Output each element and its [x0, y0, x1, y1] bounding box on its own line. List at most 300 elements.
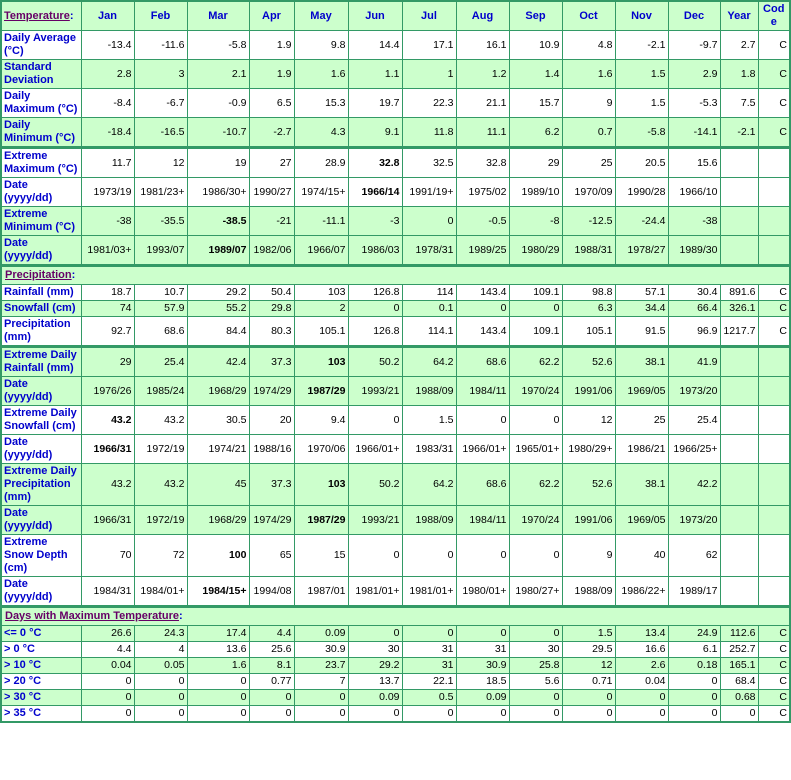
value-cell: 0 — [348, 535, 402, 577]
value-cell: 0 — [668, 674, 720, 690]
value-cell: 27 — [249, 148, 294, 178]
value-cell: 1970/24 — [509, 377, 562, 406]
value-cell: 4.4 — [81, 642, 134, 658]
value-cell: 84.4 — [187, 317, 249, 347]
value-cell: 1.8 — [720, 60, 758, 89]
row-label: Date (yyyy/dd) — [1, 506, 81, 535]
value-cell — [720, 236, 758, 266]
table-row — [1, 118, 790, 148]
value-cell: 1966/07 — [294, 236, 348, 266]
value-cell: 1984/31 — [81, 577, 134, 607]
value-cell: 9.8 — [294, 31, 348, 60]
value-cell: 1988/09 — [402, 377, 456, 406]
value-cell: 1972/19 — [134, 506, 187, 535]
value-cell — [720, 406, 758, 435]
column-header-sep: Sep — [509, 1, 562, 31]
value-cell: 65 — [249, 535, 294, 577]
value-cell — [720, 577, 758, 607]
value-cell: 105.1 — [562, 317, 615, 347]
value-cell: 1976/26 — [81, 377, 134, 406]
value-cell: 12 — [134, 148, 187, 178]
value-cell: 14.4 — [348, 31, 402, 60]
value-cell: 2 — [294, 301, 348, 317]
value-cell: 1965/01+ — [509, 435, 562, 464]
value-cell: 25 — [562, 148, 615, 178]
value-cell: -21 — [249, 207, 294, 236]
value-cell: 45 — [187, 464, 249, 506]
row-label: Daily Average (°C) — [1, 31, 81, 60]
column-header-nov: Nov — [615, 1, 668, 31]
value-cell: 41.9 — [668, 347, 720, 377]
value-cell: 50.2 — [348, 347, 402, 377]
table-row — [1, 435, 790, 464]
value-cell: 1975/02 — [456, 178, 509, 207]
value-cell: -11.1 — [294, 207, 348, 236]
value-cell: 2.9 — [668, 60, 720, 89]
value-cell: 1972/19 — [134, 435, 187, 464]
table-row — [1, 626, 790, 642]
code-cell — [758, 347, 790, 377]
value-cell: 29 — [81, 347, 134, 377]
value-cell: 96.9 — [668, 317, 720, 347]
value-cell: 2.8 — [81, 60, 134, 89]
value-cell: -2.7 — [249, 118, 294, 148]
value-cell: 1993/21 — [348, 506, 402, 535]
value-cell: 1.6 — [294, 60, 348, 89]
section-header-row — [1, 1, 790, 31]
section-link[interactable]: Precipitation — [5, 269, 72, 281]
value-cell: 30.9 — [294, 642, 348, 658]
value-cell: 31 — [456, 642, 509, 658]
value-cell: 2.7 — [720, 31, 758, 60]
code-cell: C — [758, 690, 790, 706]
row-label: Extreme Daily Precipitation (mm) — [1, 464, 81, 506]
value-cell: 12 — [562, 406, 615, 435]
value-cell: 29.2 — [187, 285, 249, 301]
value-cell: 1989/25 — [456, 236, 509, 266]
value-cell: 143.4 — [456, 285, 509, 301]
value-cell: 43.2 — [81, 464, 134, 506]
value-cell: 1.9 — [249, 60, 294, 89]
value-cell: 0 — [249, 690, 294, 706]
value-cell: 0 — [509, 406, 562, 435]
value-cell: 16.1 — [456, 31, 509, 60]
value-cell: -18.4 — [81, 118, 134, 148]
value-cell: 0.18 — [668, 658, 720, 674]
value-cell: 6.5 — [249, 89, 294, 118]
value-cell: 68.4 — [720, 674, 758, 690]
value-cell: 5.6 — [509, 674, 562, 690]
value-cell: 1987/29 — [294, 506, 348, 535]
value-cell: 29 — [509, 148, 562, 178]
value-cell: 68.6 — [456, 464, 509, 506]
value-cell: 0.04 — [615, 674, 668, 690]
value-cell: 0.5 — [402, 690, 456, 706]
value-cell: 1991/19+ — [402, 178, 456, 207]
row-label: Extreme Daily Snowfall (cm) — [1, 406, 81, 435]
value-cell: 1 — [402, 60, 456, 89]
value-cell: 16.6 — [615, 642, 668, 658]
row-label: Date (yyyy/dd) — [1, 178, 81, 207]
value-cell: 32.5 — [402, 148, 456, 178]
code-cell: C — [758, 658, 790, 674]
value-cell: 30 — [509, 642, 562, 658]
value-cell: 11.8 — [402, 118, 456, 148]
value-cell: 3 — [134, 60, 187, 89]
value-cell: 80.3 — [249, 317, 294, 347]
value-cell: 22.1 — [402, 674, 456, 690]
value-cell: 38.1 — [615, 464, 668, 506]
value-cell: 18.5 — [456, 674, 509, 690]
code-cell — [758, 377, 790, 406]
value-cell: 1974/15+ — [294, 178, 348, 207]
value-cell: -2.1 — [720, 118, 758, 148]
value-cell: 1987/01 — [294, 577, 348, 607]
value-cell: 98.8 — [562, 285, 615, 301]
value-cell: -6.7 — [134, 89, 187, 118]
value-cell: -35.5 — [134, 207, 187, 236]
value-cell: 1980/29 — [509, 236, 562, 266]
section-title-cell — [1, 266, 790, 285]
value-cell: 30 — [348, 642, 402, 658]
value-cell: 0 — [615, 706, 668, 723]
value-cell: 10.7 — [134, 285, 187, 301]
value-cell: 0 — [402, 626, 456, 642]
value-cell: 1969/05 — [615, 377, 668, 406]
value-cell: 1.6 — [562, 60, 615, 89]
table-row — [1, 301, 790, 317]
value-cell: 0.1 — [402, 301, 456, 317]
value-cell: 6.2 — [509, 118, 562, 148]
section-link[interactable]: Days with Maximum Temperature — [5, 610, 180, 622]
value-cell: 1966/01+ — [348, 435, 402, 464]
code-cell: C — [758, 317, 790, 347]
value-cell: 1980/27+ — [509, 577, 562, 607]
value-cell: 15 — [294, 535, 348, 577]
value-cell: 1986/30+ — [187, 178, 249, 207]
value-cell: 50.2 — [348, 464, 402, 506]
value-cell: 0 — [294, 690, 348, 706]
value-cell: 91.5 — [615, 317, 668, 347]
row-label: Extreme Daily Rainfall (mm) — [1, 347, 81, 377]
value-cell: 0 — [249, 706, 294, 723]
value-cell: 1982/06 — [249, 236, 294, 266]
value-cell: 0.7 — [562, 118, 615, 148]
value-cell: 0.77 — [249, 674, 294, 690]
value-cell: 17.1 — [402, 31, 456, 60]
value-cell: 20 — [249, 406, 294, 435]
value-cell: 57.9 — [134, 301, 187, 317]
value-cell: -24.4 — [615, 207, 668, 236]
value-cell: 1984/15+ — [187, 577, 249, 607]
value-cell: 1989/10 — [509, 178, 562, 207]
value-cell: 1.5 — [615, 60, 668, 89]
row-label: Daily Minimum (°C) — [1, 118, 81, 148]
value-cell: 21.1 — [456, 89, 509, 118]
value-cell: 0 — [456, 301, 509, 317]
code-cell: C — [758, 285, 790, 301]
value-cell: 15.3 — [294, 89, 348, 118]
code-cell — [758, 535, 790, 577]
row-label: Extreme Snow Depth (cm) — [1, 535, 81, 577]
value-cell: 1984/11 — [456, 506, 509, 535]
column-header-jan: Jan — [81, 1, 134, 31]
value-cell: 0 — [348, 626, 402, 642]
value-cell: -0.9 — [187, 89, 249, 118]
value-cell: 126.8 — [348, 317, 402, 347]
value-cell: 25.8 — [509, 658, 562, 674]
value-cell: 9.1 — [348, 118, 402, 148]
value-cell: 0 — [187, 706, 249, 723]
value-cell: 0 — [720, 706, 758, 723]
table-row — [1, 207, 790, 236]
value-cell: 1986/22+ — [615, 577, 668, 607]
value-cell: 25.4 — [668, 406, 720, 435]
table-row — [1, 236, 790, 266]
code-cell: C — [758, 706, 790, 723]
code-cell — [758, 506, 790, 535]
value-cell: 1988/09 — [402, 506, 456, 535]
code-cell: C — [758, 301, 790, 317]
value-cell: 1970/24 — [509, 506, 562, 535]
code-cell — [758, 464, 790, 506]
value-cell: 1.1 — [348, 60, 402, 89]
value-cell: 30.9 — [456, 658, 509, 674]
value-cell: 29.5 — [562, 642, 615, 658]
value-cell: 0 — [509, 706, 562, 723]
value-cell: 8.1 — [249, 658, 294, 674]
code-cell: C — [758, 89, 790, 118]
value-cell: 1988/31 — [562, 236, 615, 266]
value-cell: 9 — [562, 535, 615, 577]
row-label: <= 0 °C — [1, 626, 81, 642]
row-label: Precipitation (mm) — [1, 317, 81, 347]
value-cell: 1974/29 — [249, 506, 294, 535]
value-cell: 37.3 — [249, 464, 294, 506]
section-link[interactable]: Temperature — [4, 9, 70, 22]
table-row — [1, 285, 790, 301]
value-cell — [720, 377, 758, 406]
value-cell: 52.6 — [562, 347, 615, 377]
value-cell: 1966/01+ — [456, 435, 509, 464]
code-cell: C — [758, 642, 790, 658]
column-header-oct: Oct — [562, 1, 615, 31]
value-cell: 1990/27 — [249, 178, 294, 207]
value-cell: 43.2 — [134, 464, 187, 506]
value-cell: 62.2 — [509, 464, 562, 506]
table-row — [1, 642, 790, 658]
value-cell: 10.9 — [509, 31, 562, 60]
code-cell: C — [758, 674, 790, 690]
value-cell: 38.1 — [615, 347, 668, 377]
value-cell: 1981/03+ — [81, 236, 134, 266]
code-cell: C — [758, 626, 790, 642]
value-cell: 70 — [81, 535, 134, 577]
value-cell: 1970/09 — [562, 178, 615, 207]
value-cell: 0 — [615, 690, 668, 706]
row-label: Date (yyyy/dd) — [1, 435, 81, 464]
value-cell: 0 — [294, 706, 348, 723]
value-cell — [720, 435, 758, 464]
value-cell: 64.2 — [402, 347, 456, 377]
value-cell: -0.5 — [456, 207, 509, 236]
value-cell: 4.8 — [562, 31, 615, 60]
value-cell — [720, 178, 758, 207]
value-cell: 25.4 — [134, 347, 187, 377]
row-label: Rainfall (mm) — [1, 285, 81, 301]
value-cell: 74 — [81, 301, 134, 317]
column-header-apr: Apr — [249, 1, 294, 31]
value-cell — [720, 535, 758, 577]
value-cell: 1973/19 — [81, 178, 134, 207]
value-cell: 25 — [615, 406, 668, 435]
value-cell: 62.2 — [509, 347, 562, 377]
value-cell: 0 — [348, 301, 402, 317]
value-cell: 1966/25+ — [668, 435, 720, 464]
value-cell: 24.9 — [668, 626, 720, 642]
row-label: > 35 °C — [1, 706, 81, 723]
value-cell: 1980/01+ — [456, 577, 509, 607]
value-cell: 55.2 — [187, 301, 249, 317]
value-cell: 0 — [509, 535, 562, 577]
value-cell: 0 — [402, 706, 456, 723]
table-row — [1, 464, 790, 506]
value-cell: 30.4 — [668, 285, 720, 301]
value-cell: 2.6 — [615, 658, 668, 674]
row-label: > 0 °C — [1, 642, 81, 658]
value-cell: 2.1 — [187, 60, 249, 89]
value-cell: 0 — [509, 690, 562, 706]
value-cell: -38 — [668, 207, 720, 236]
value-cell: 1966/31 — [81, 506, 134, 535]
value-cell: 17.4 — [187, 626, 249, 642]
value-cell: 1990/28 — [615, 178, 668, 207]
row-label: Date (yyyy/dd) — [1, 377, 81, 406]
column-header-feb: Feb — [134, 1, 187, 31]
value-cell: 0 — [456, 706, 509, 723]
code-cell — [758, 207, 790, 236]
value-cell: 7.5 — [720, 89, 758, 118]
value-cell: 1.6 — [187, 658, 249, 674]
value-cell: 0 — [81, 690, 134, 706]
value-cell: 9 — [562, 89, 615, 118]
value-cell: 0 — [668, 690, 720, 706]
value-cell: 92.7 — [81, 317, 134, 347]
value-cell: 15.6 — [668, 148, 720, 178]
value-cell: 1.4 — [509, 60, 562, 89]
code-cell — [758, 406, 790, 435]
value-cell: 0.05 — [134, 658, 187, 674]
value-cell: -5.8 — [615, 118, 668, 148]
value-cell: 1989/30 — [668, 236, 720, 266]
value-cell: 0 — [134, 674, 187, 690]
table-row — [1, 31, 790, 60]
value-cell: 1983/31 — [402, 435, 456, 464]
code-cell: C — [758, 31, 790, 60]
value-cell — [720, 207, 758, 236]
value-cell: -2.1 — [615, 31, 668, 60]
value-cell: -3 — [348, 207, 402, 236]
value-cell: 19.7 — [348, 89, 402, 118]
value-cell: -8 — [509, 207, 562, 236]
value-cell: 0.09 — [456, 690, 509, 706]
value-cell: 1987/29 — [294, 377, 348, 406]
section-header-row — [1, 266, 790, 285]
table-row — [1, 406, 790, 435]
value-cell: 66.4 — [668, 301, 720, 317]
value-cell: 0 — [668, 706, 720, 723]
table-row — [1, 506, 790, 535]
value-cell: 1981/01+ — [348, 577, 402, 607]
value-cell: 1981/23+ — [134, 178, 187, 207]
value-cell: 1973/20 — [668, 506, 720, 535]
value-cell: 0 — [402, 535, 456, 577]
section-title-cell — [1, 607, 790, 626]
value-cell: 4.3 — [294, 118, 348, 148]
row-label: Standard Deviation — [1, 60, 81, 89]
value-cell: 1991/06 — [562, 377, 615, 406]
value-cell: 30.5 — [187, 406, 249, 435]
table-row — [1, 658, 790, 674]
value-cell: -11.6 — [134, 31, 187, 60]
value-cell: 105.1 — [294, 317, 348, 347]
value-cell: 1993/21 — [348, 377, 402, 406]
row-label: > 10 °C — [1, 658, 81, 674]
value-cell: 4 — [134, 642, 187, 658]
value-cell: 42.2 — [668, 464, 720, 506]
value-cell: 42.4 — [187, 347, 249, 377]
value-cell: 0.09 — [294, 626, 348, 642]
value-cell: 57.1 — [615, 285, 668, 301]
value-cell: 52.6 — [562, 464, 615, 506]
value-cell: 64.2 — [402, 464, 456, 506]
value-cell — [720, 506, 758, 535]
value-cell: 34.4 — [615, 301, 668, 317]
value-cell: 1984/01+ — [134, 577, 187, 607]
value-cell: 15.7 — [509, 89, 562, 118]
value-cell: 126.8 — [348, 285, 402, 301]
value-cell: 1.5 — [615, 89, 668, 118]
value-cell: 0 — [81, 706, 134, 723]
value-cell: 32.8 — [456, 148, 509, 178]
code-cell — [758, 236, 790, 266]
section-title-cell — [1, 1, 81, 31]
value-cell: 0 — [456, 626, 509, 642]
value-cell: 0 — [562, 690, 615, 706]
value-cell — [720, 464, 758, 506]
value-cell: 1986/03 — [348, 236, 402, 266]
table-row — [1, 577, 790, 607]
value-cell: -12.5 — [562, 207, 615, 236]
table-row — [1, 317, 790, 347]
value-cell: 0 — [187, 690, 249, 706]
value-cell: 0 — [402, 207, 456, 236]
value-cell: 13.4 — [615, 626, 668, 642]
code-cell — [758, 148, 790, 178]
value-cell: 100 — [187, 535, 249, 577]
value-cell: 0.71 — [562, 674, 615, 690]
table-row — [1, 89, 790, 118]
value-cell: 32.8 — [348, 148, 402, 178]
value-cell: 1981/01+ — [402, 577, 456, 607]
value-cell: -5.3 — [668, 89, 720, 118]
column-header-jul: Jul — [402, 1, 456, 31]
column-header-aug: Aug — [456, 1, 509, 31]
column-header-code: Code — [758, 1, 790, 31]
colon: : — [179, 610, 183, 622]
value-cell: 0.68 — [720, 690, 758, 706]
column-header-dec: Dec — [668, 1, 720, 31]
